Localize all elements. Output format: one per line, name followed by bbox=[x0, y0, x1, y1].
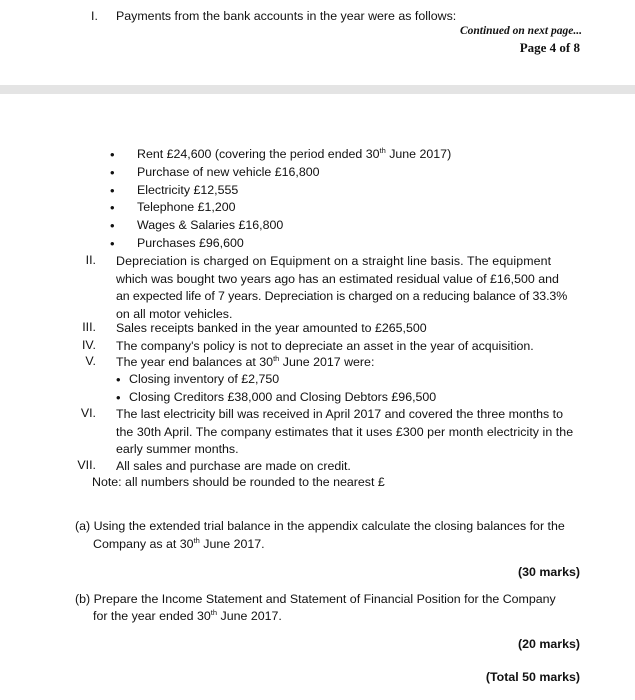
note-ii-numeral: II. bbox=[85, 253, 96, 267]
list-item: • Closing inventory of £2,750 bbox=[116, 371, 436, 389]
note-vi-line: the 30th April. The company estimates that it uses £300 per month electricity in the bbox=[116, 424, 574, 439]
list-item: • Telephone £1,200 bbox=[110, 199, 451, 217]
list-item: • Electricity £12,555 bbox=[110, 182, 451, 200]
question-b-line: for the year ended 30th June 2017. bbox=[93, 608, 282, 623]
list-item: • Purchase of new vehicle £16,800 bbox=[110, 164, 451, 182]
question-a-line: (a) Using the extended trial balance in the appendix calculate the closing balances for the bbox=[75, 519, 565, 533]
note-vi-numeral: VI. bbox=[80, 406, 96, 420]
note-ii-line: an expected life of 7 years. Depreciation is charged on a reducing balance of 33.3% bbox=[116, 289, 568, 303]
note-ii-line: Depreciation is charged on Equipment on a straight line basis. The equipment bbox=[116, 254, 552, 268]
note-iv-text: The company's policy is not to depreciate an asset in the year of acquisition. bbox=[116, 338, 534, 353]
note-v-text: The year end balances at 30th June 2017 were: bbox=[116, 354, 375, 369]
note-vi-line: The last electricity bill was received in April 2017 and covered the three months to bbox=[116, 407, 563, 421]
page-number: Page 4 of 8 bbox=[519, 40, 580, 55]
list-item: • Rent £24,600 (covering the period ended 30th June 2017) bbox=[110, 146, 451, 164]
note-ii-line: on all motor vehicles. bbox=[116, 306, 233, 321]
payments-list bbox=[110, 146, 451, 253]
page-break-divider bbox=[0, 85, 635, 94]
rounding-note: Note: all numbers should be rounded to the nearest £ bbox=[92, 475, 385, 489]
note-iv-numeral: IV. bbox=[81, 337, 96, 352]
note-ii-line: which was bought two years ago has an estimated residual value of £16,500 and bbox=[116, 271, 559, 286]
question-a-line: Company as at 30th June 2017. bbox=[93, 536, 265, 551]
note-v-numeral: V. bbox=[85, 354, 96, 368]
note-iii-numeral: III. bbox=[82, 320, 96, 334]
continued-label: Continued on next page... bbox=[459, 25, 582, 37]
payments-intro: Payments from the bank accounts in the year were as follows: bbox=[116, 9, 457, 23]
note-vii-text: All sales and purchase are made on credit. bbox=[116, 458, 351, 473]
year-end-balances-list bbox=[116, 371, 436, 407]
list-item: • Wages & Salaries £16,800 bbox=[110, 217, 451, 235]
top-numeral: I. bbox=[91, 9, 98, 23]
total-marks: (Total 50 marks) bbox=[485, 670, 580, 684]
question-b-marks: (20 marks) bbox=[518, 637, 580, 651]
question-b-line: (b) Prepare the Income Statement and Statement of Financial Position for the Company bbox=[75, 592, 556, 606]
note-vi-line: early summer months. bbox=[116, 442, 239, 456]
list-item: • Purchases £96,600 bbox=[110, 235, 451, 253]
question-a-marks: (30 marks) bbox=[518, 565, 580, 579]
note-iii-text: Sales receipts banked in the year amounted to £265,500 bbox=[116, 321, 427, 335]
list-item: • Closing Creditors £38,000 and Closing Debtors £96,500 bbox=[116, 389, 436, 407]
note-vii-numeral: VII. bbox=[77, 457, 96, 472]
